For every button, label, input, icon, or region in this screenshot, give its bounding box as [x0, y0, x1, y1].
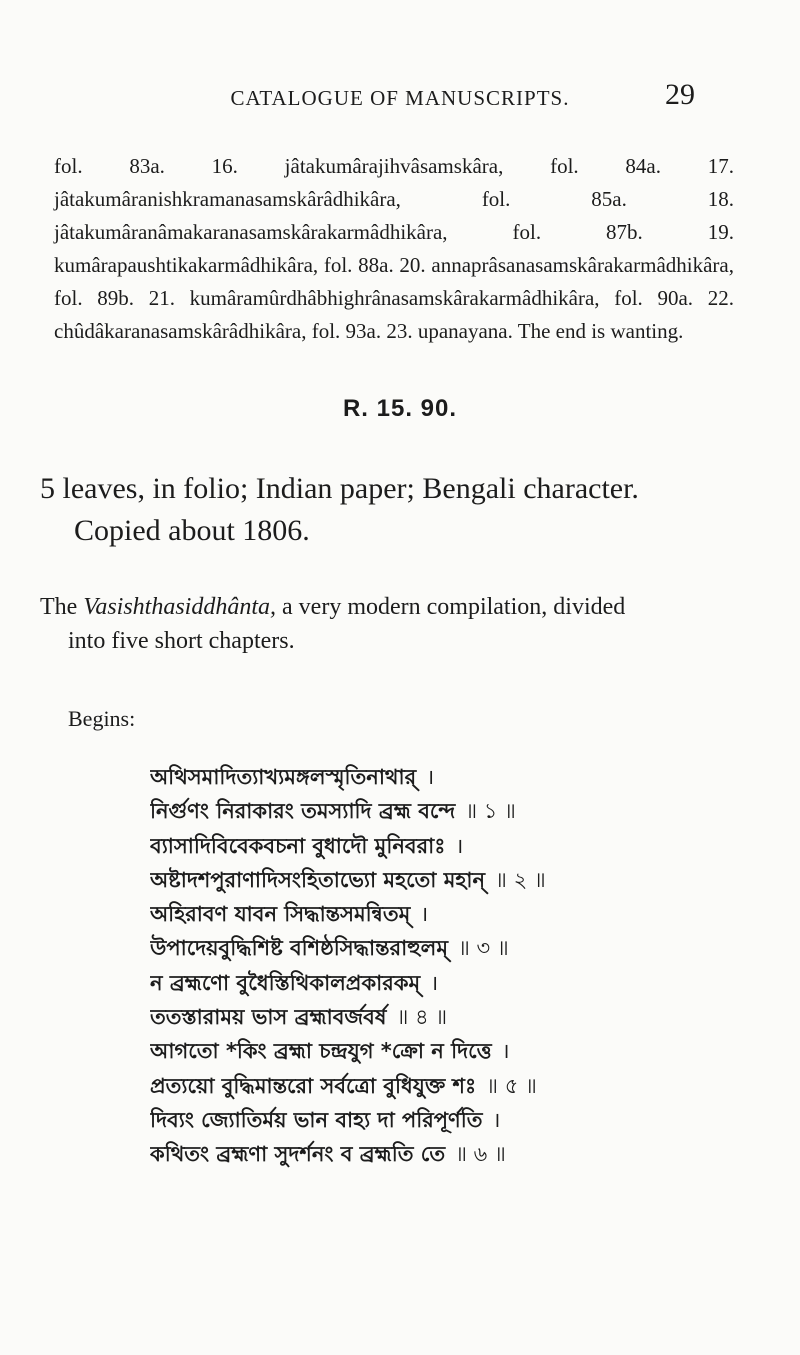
verse-line: [150, 863, 670, 897]
note-prefix: The: [40, 594, 84, 620]
verse-line: [150, 829, 670, 863]
verse-line: [150, 897, 670, 931]
verse-text: অষ্টাদশপুরাণাদিসংহিতাভ্যো মহতো মহান্: [150, 867, 486, 892]
verse-line: [150, 794, 670, 828]
verse-text: ততস্তারাময় ভাস ব্রহ্মাবর্জবর্ষ: [150, 1005, 387, 1030]
physical-description: [40, 468, 740, 552]
verse-line: [150, 1000, 670, 1034]
verse-text: আগতো *কিং ব্রহ্মা চন্দ্রযুগ *ক্রো ন দিত্তে: [150, 1039, 492, 1064]
page-header: [0, 78, 800, 126]
note-line-1-rest: a very modern compilation, divided: [276, 594, 626, 620]
verse-text: অহিরাবণ যাবন সিদ্ধান্তসমন্বিতম্: [150, 902, 411, 927]
verse-line: [150, 1034, 670, 1068]
verse-mark: ॥ ৫ ॥: [486, 1073, 537, 1098]
verse-mark: ।: [501, 1039, 510, 1064]
shelfmark-heading: R. 15. 90.: [342, 395, 458, 422]
description-line-2: Copied about 1806.: [74, 514, 310, 547]
description-line-1: 5 leaves, in folio; Indian paper; Bengali character.: [40, 472, 639, 505]
verse-line: [150, 1103, 670, 1137]
verse-mark: ।: [420, 902, 429, 927]
verse-text: নির্গুণং নিরাকারং তমস্যাদি ব্রহ্ম বন্দে: [150, 799, 456, 824]
verse-text: অথিসমাদিত্যাখ্যমঙ্গলস্মৃতিনাথার্: [150, 765, 417, 789]
work-title: Vasishthasiddhânta,: [83, 594, 277, 620]
verse-text: ব্যাসাদিবিবেকবচনা বুধাদৌ মুনিবরাঃ: [150, 833, 446, 858]
content-note: [40, 590, 740, 658]
verse-text: প্রত্যয়ো বুদ্ধিমান্তরো সর্বত্রো বুধিযুক্ত শঃ: [150, 1073, 477, 1098]
verse-mark: ॥ ৪ ॥: [396, 1005, 448, 1030]
verse-line: [150, 1069, 670, 1103]
verse-mark: ।: [455, 833, 464, 858]
verse-text: ন ব্রহ্মণো বুধৈস্তিথিকালপ্রকারকম্: [150, 970, 421, 995]
begins-label: Begins:: [68, 706, 136, 731]
verse-line: [150, 966, 670, 1000]
page-number: 29: [665, 78, 695, 111]
continuation-paragraph: fol. 83a. 16. jâtakumârajihvâsamskâra, fol. 84a. 17. jâtakumâranishkramanasamskârâdhikâra, fol. 85a. 18. jâtakumâranâmakaranasamskârakarmâdhikâra, fol. 87b. 19. kumârapaushtikakarmâdhikâra, fol. 88a. 20. annaprâsanasamskârakarmâdhikâra, fol. 89b. 21. kumâramûrdhâbhighrânasamskârakarmâdhikâra, fol. 90a. 22. chûdâkaranasamskârâdhikâra, fol. 93a. 23. upanayana. The end is wanting.: [54, 154, 734, 343]
verse-line: [150, 1137, 670, 1171]
verse-mark: ।: [426, 765, 435, 789]
verse-line: [150, 760, 670, 794]
verse-block: [150, 760, 670, 1172]
verse-mark: ॥ ৩ ॥: [457, 936, 509, 961]
verse-mark: ॥ ১ ॥: [465, 799, 516, 824]
verse-mark: ।: [430, 970, 439, 995]
running-title: CATALOGUE OF MANUSCRIPTS.: [230, 86, 570, 110]
verse-text: দিব্যং জ্যোতির্ময় ভান বাহ্য দা পরিপূর্ণতি: [150, 1107, 483, 1132]
verse-mark: ।: [492, 1107, 501, 1132]
verse-mark: ॥ ২ ॥: [495, 867, 546, 892]
verse-text: উপাদেয়বুদ্ধিশিষ্ট বশিষ্ঠসিদ্ধান্তরাহুলম্: [150, 936, 448, 961]
verse-text: কথিতং ব্রহ্মণা সুদর্শনং ব ব্রহ্মতি তে: [150, 1142, 446, 1167]
note-line-2: into five short chapters.: [68, 628, 295, 654]
verse-mark: ॥ ৬ ॥: [455, 1142, 506, 1167]
verse-line: [150, 931, 670, 965]
